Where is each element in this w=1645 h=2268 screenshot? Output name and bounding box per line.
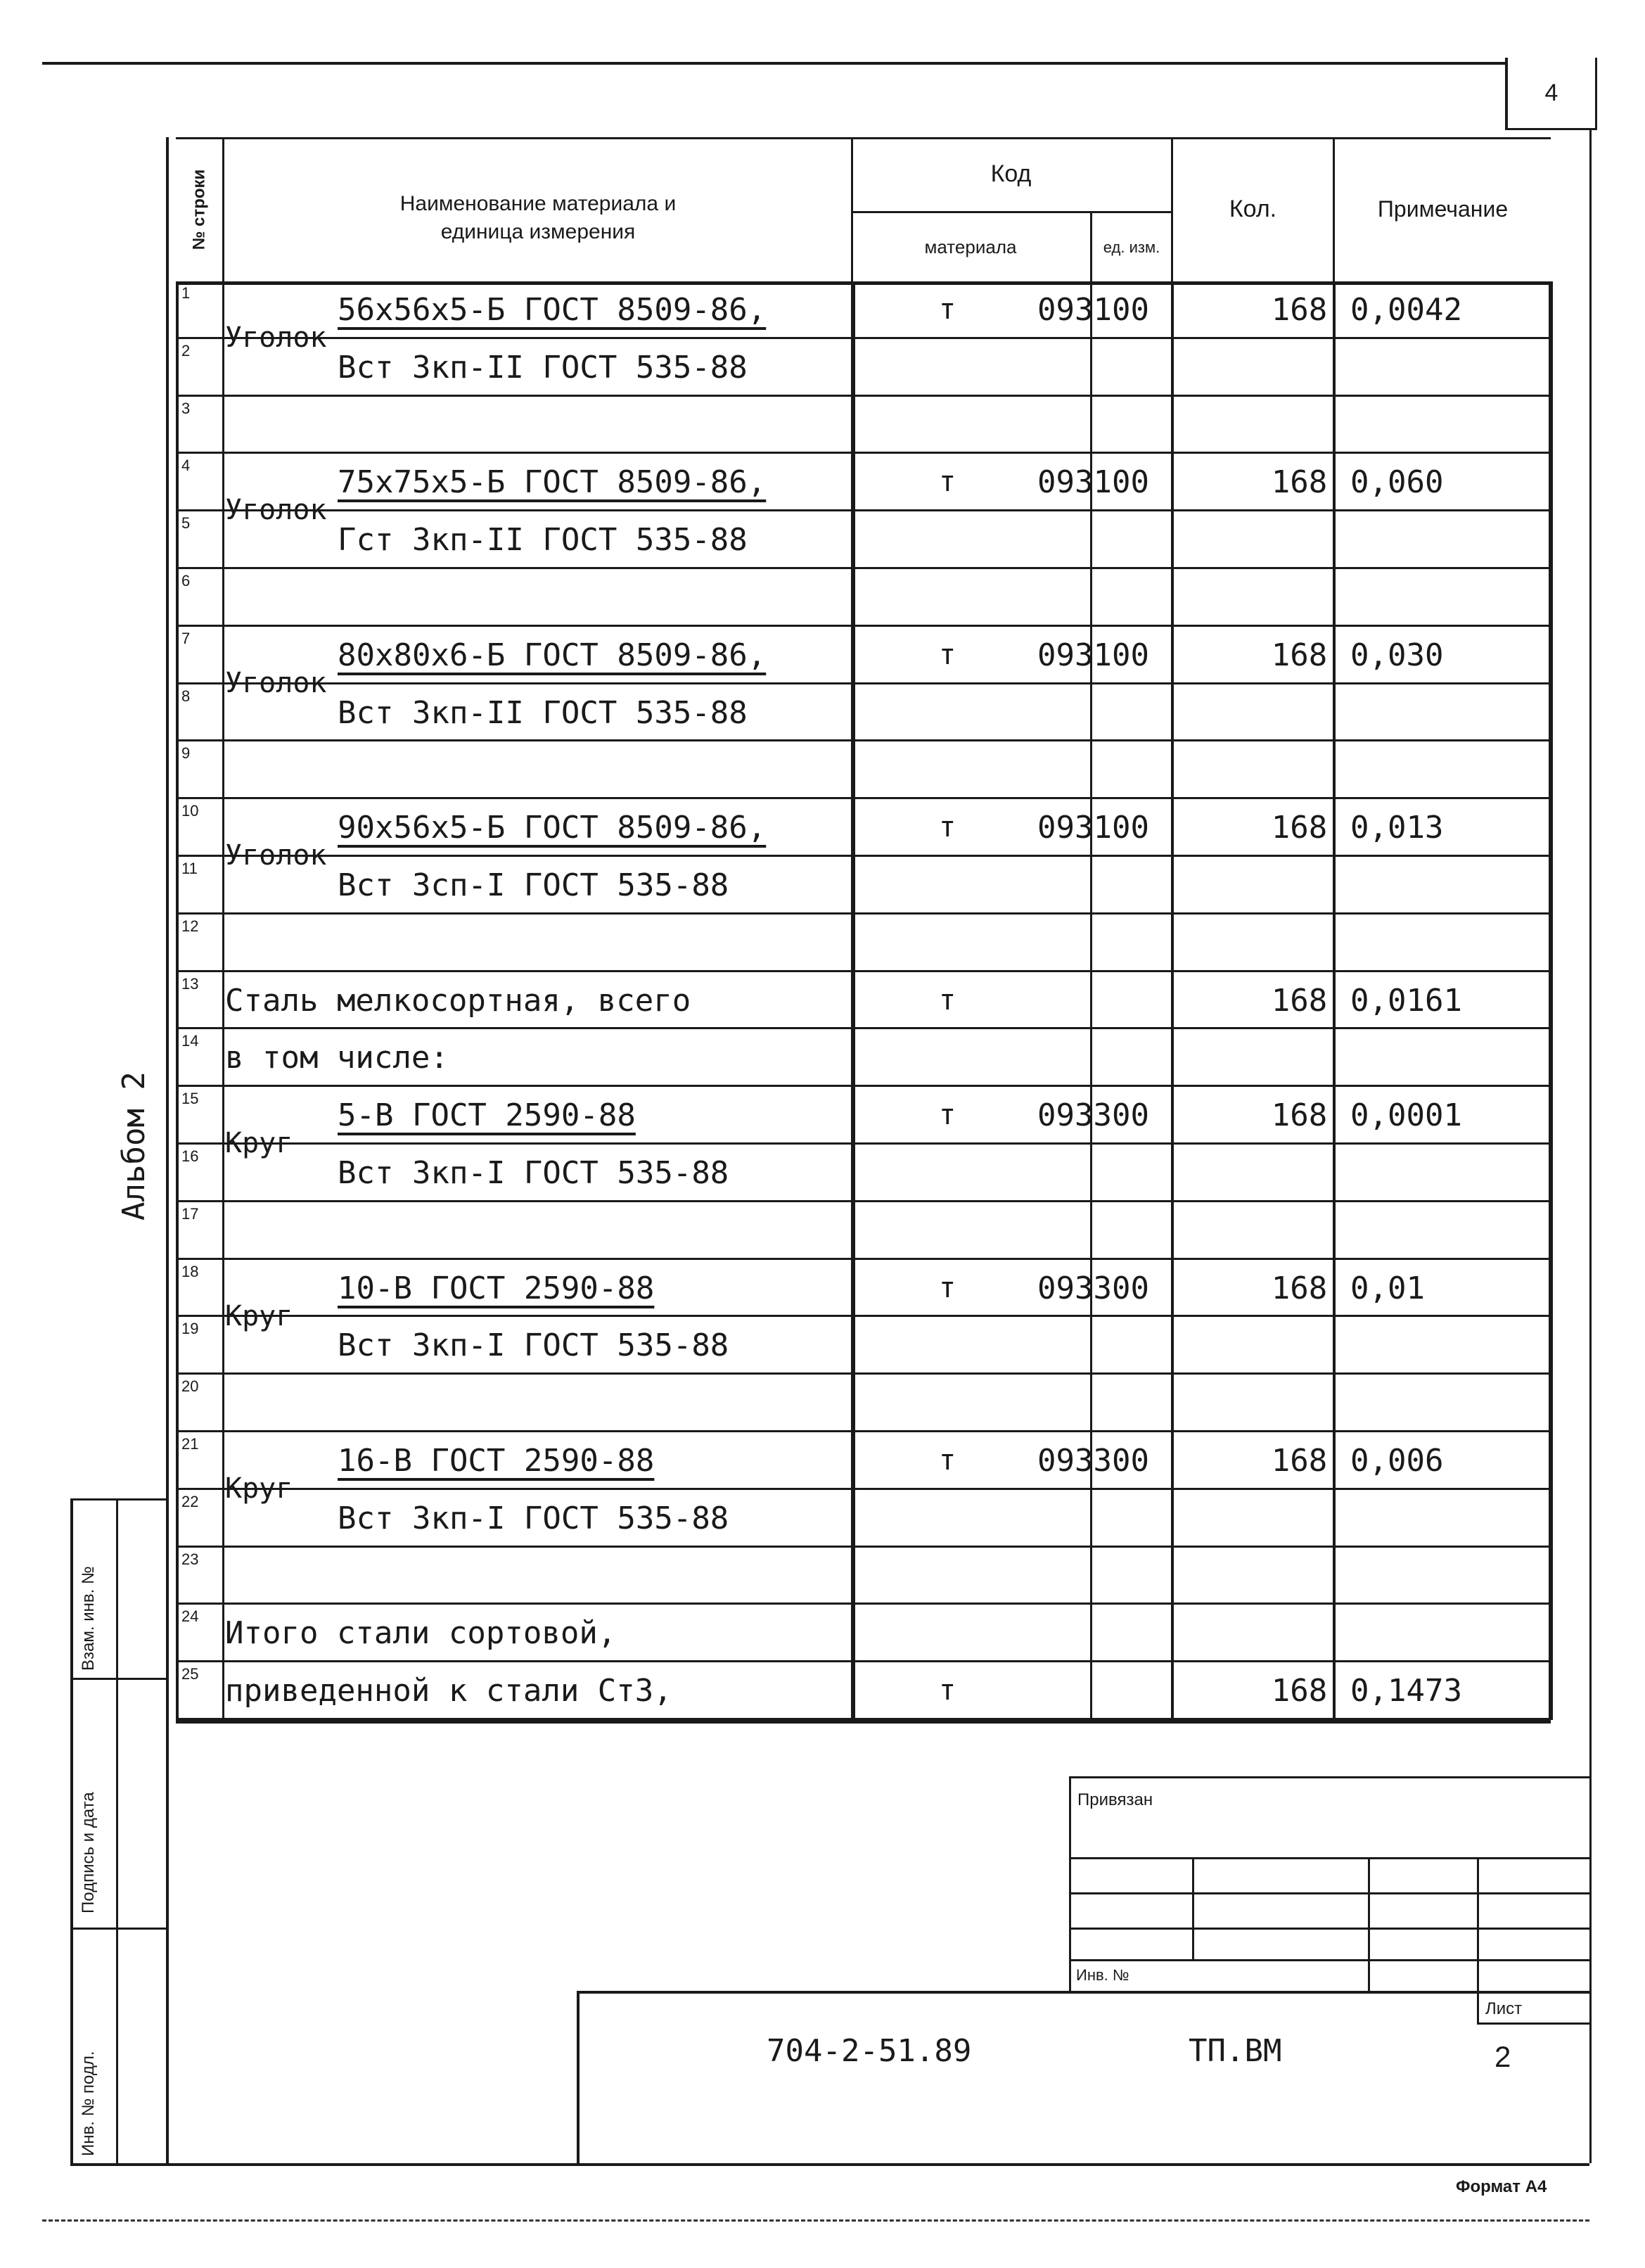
row-unit: т <box>939 1674 956 1707</box>
row-number: 11 <box>181 860 198 877</box>
table-row <box>176 857 1551 915</box>
sheet-label: Лист <box>1485 1999 1523 2018</box>
material-name: 56x56x5-Б ГОСТ 8509-86, <box>338 292 767 328</box>
table-row <box>176 1317 1551 1375</box>
unit-code: 168 <box>1271 464 1328 501</box>
row-unit: т <box>939 811 956 844</box>
material-name: приведенной к стали Ст3, <box>225 1673 672 1709</box>
material-prefix: Уголок <box>225 666 327 699</box>
inv-no-label: Инв. № <box>1076 1966 1129 1984</box>
unit-code: 168 <box>1271 1443 1328 1479</box>
quantity: 0,01 <box>1350 1270 1425 1306</box>
bottom-dash-line <box>42 2219 1589 2222</box>
table-row <box>176 1145 1551 1202</box>
table-row <box>176 684 1551 742</box>
row-number: 9 <box>181 744 191 763</box>
material-name: Вст 3кп-I ГОСТ 535-88 <box>338 1327 729 1364</box>
material-name: 90x56x5-Б ГОСТ 8509-86, <box>338 810 767 846</box>
row-number: 18 <box>181 1262 199 1280</box>
stamp-mid-line <box>116 1498 118 2163</box>
table-row <box>176 1202 1551 1260</box>
material-prefix: Уголок <box>225 494 327 527</box>
material-name: Вст 3кп-I ГОСТ 535-88 <box>338 1155 729 1191</box>
material-name: Вст 3кп-II ГОСТ 535-88 <box>338 349 748 386</box>
quantity: 0,060 <box>1350 464 1444 501</box>
table-bottom-line <box>176 1720 1551 1724</box>
material-code: 093100 <box>1037 292 1149 328</box>
table-row <box>176 1375 1551 1432</box>
table-row <box>176 339 1551 397</box>
doc-code: 704-2-51.89 <box>767 2033 972 2069</box>
material-name: Вст 3кп-I ГОСТ 535-88 <box>338 1500 729 1536</box>
material-name <box>225 569 1125 627</box>
format-label: Формат А4 <box>1456 2177 1547 2196</box>
table-row <box>176 972 1551 1030</box>
table-row <box>176 281 1551 354</box>
material-prefix: Уголок <box>225 321 327 354</box>
material-name: Вст 3кп-II ГОСТ 535-88 <box>338 694 748 731</box>
material-name <box>225 1375 1125 1432</box>
unit-code: 168 <box>1271 292 1328 328</box>
row-number: 22 <box>181 1492 199 1510</box>
header-name-line2: единица измерения <box>440 220 636 243</box>
row-number: 4 <box>181 457 191 475</box>
header-qty: Кол. <box>1229 196 1277 222</box>
row-number: 15 <box>181 1090 199 1108</box>
header-row-no: № строки <box>189 169 209 250</box>
material-name: в том числе: <box>225 1040 449 1076</box>
material-name: Итого стали сортовой, <box>225 1615 617 1652</box>
row-number: 25 <box>181 1665 199 1683</box>
stamp-line-1 <box>70 1678 169 1680</box>
quantity: 0,0042 <box>1350 292 1462 328</box>
unit-code: 168 <box>1271 1673 1328 1709</box>
material-code: 093100 <box>1037 637 1149 673</box>
row-unit: т <box>939 638 956 671</box>
header-code-material: материала <box>924 236 1017 257</box>
row-number: 17 <box>181 1204 199 1223</box>
header-code-unit: ед. изм. <box>1103 238 1160 256</box>
table-row <box>176 1662 1551 1720</box>
quantity: 0,030 <box>1350 637 1444 673</box>
bound-label: Привязан <box>1077 1790 1153 1809</box>
quantity: 0,006 <box>1350 1443 1444 1479</box>
stamp-line-2 <box>70 1928 169 1930</box>
material-prefix: Круг <box>225 1472 293 1505</box>
table-header <box>176 137 1551 285</box>
row-unit: т <box>939 983 956 1017</box>
material-code: 093300 <box>1037 1443 1149 1479</box>
table-row <box>176 627 1551 699</box>
frame-right-line <box>1589 128 1592 2163</box>
album-label: Альбом 2 <box>116 1071 152 1221</box>
stamp-replace-inv: Взам. инв. № <box>79 1566 98 1671</box>
top-border-line <box>42 62 1505 65</box>
quantity: 0,1473 <box>1350 1673 1462 1709</box>
quantity: 0,0161 <box>1350 982 1462 1019</box>
doc-mark: ТП.ВМ <box>1189 2033 1282 2069</box>
table-row <box>176 511 1551 569</box>
materials-table <box>176 281 1551 1720</box>
stamp-top-line <box>70 1498 169 1501</box>
table-row <box>176 1605 1551 1662</box>
material-name: 5-В ГОСТ 2590-88 <box>338 1097 636 1134</box>
row-number: 23 <box>181 1550 199 1568</box>
unit-code: 168 <box>1271 1270 1328 1306</box>
table-row <box>176 1490 1551 1548</box>
material-code: 093300 <box>1037 1097 1149 1134</box>
unit-code: 168 <box>1271 810 1328 846</box>
row-number: 8 <box>181 687 191 705</box>
row-number: 19 <box>181 1320 199 1338</box>
stamp-sign-date: Подпись и дата <box>79 1792 98 1913</box>
row-number: 24 <box>181 1607 199 1626</box>
table-row <box>176 1087 1551 1160</box>
table-row <box>176 915 1551 972</box>
row-unit: т <box>939 293 956 326</box>
row-number: 1 <box>181 284 191 302</box>
row-number: 5 <box>181 514 191 533</box>
unit-code: 168 <box>1271 1097 1328 1134</box>
frame-left-line <box>166 137 169 2163</box>
material-name: Сталь мелкосортная, всего <box>225 982 691 1019</box>
row-number: 21 <box>181 1435 199 1453</box>
header-code: Код <box>990 160 1032 187</box>
row-number: 10 <box>181 802 199 820</box>
material-name <box>225 915 1125 972</box>
table-row <box>176 741 1551 799</box>
unit-code: 168 <box>1271 637 1328 673</box>
row-unit: т <box>939 1271 956 1304</box>
material-name <box>225 397 1125 454</box>
row-number: 6 <box>181 572 191 590</box>
material-prefix: Круг <box>225 1299 293 1332</box>
material-name: 75x75x5-Б ГОСТ 8509-86, <box>338 464 767 501</box>
header-name <box>225 179 851 257</box>
row-number: 14 <box>181 1032 199 1050</box>
table-row <box>176 1548 1551 1605</box>
row-unit: т <box>939 1444 956 1477</box>
row-number: 2 <box>181 341 191 359</box>
sheet-value: 2 <box>1494 2040 1511 2073</box>
table-row <box>176 1029 1551 1087</box>
material-code: 093100 <box>1037 810 1149 846</box>
material-code: 093300 <box>1037 1270 1149 1306</box>
unit-code: 168 <box>1271 982 1328 1019</box>
material-code: 093100 <box>1037 464 1149 501</box>
row-number: 13 <box>181 974 199 993</box>
material-name: 80x80x6-Б ГОСТ 8509-86, <box>338 637 767 673</box>
header-note: Примечание <box>1377 196 1509 222</box>
header-name-line1: Наименование материала и <box>399 192 677 215</box>
stamp-inv-orig: Инв. № подл. <box>79 2051 98 2156</box>
material-name: 10-В ГОСТ 2590-88 <box>338 1270 655 1306</box>
row-number: 16 <box>181 1147 199 1165</box>
row-number: 7 <box>181 629 191 647</box>
material-prefix: Уголок <box>225 839 327 872</box>
row-number: 3 <box>181 399 191 417</box>
material-name: 16-В ГОСТ 2590-88 <box>338 1443 655 1479</box>
stamp-left-line <box>70 1498 73 2163</box>
table-row <box>176 569 1551 627</box>
row-unit: т <box>939 1099 956 1132</box>
table-row <box>176 397 1551 454</box>
quantity: 0,013 <box>1350 810 1444 846</box>
quantity: 0,0001 <box>1350 1097 1462 1134</box>
material-name <box>225 1202 1125 1260</box>
row-number: 12 <box>181 917 199 935</box>
table-row <box>176 454 1551 527</box>
sheet-number: 4 <box>1505 58 1597 130</box>
row-unit: т <box>939 466 956 499</box>
row-number: 20 <box>181 1377 199 1396</box>
material-name: Вст 3сп-I ГОСТ 535-88 <box>338 867 729 903</box>
material-name <box>225 741 1125 799</box>
material-name: Гст 3кп-II ГОСТ 535-88 <box>338 522 748 559</box>
material-prefix: Круг <box>225 1127 293 1160</box>
material-name <box>225 1548 1125 1605</box>
